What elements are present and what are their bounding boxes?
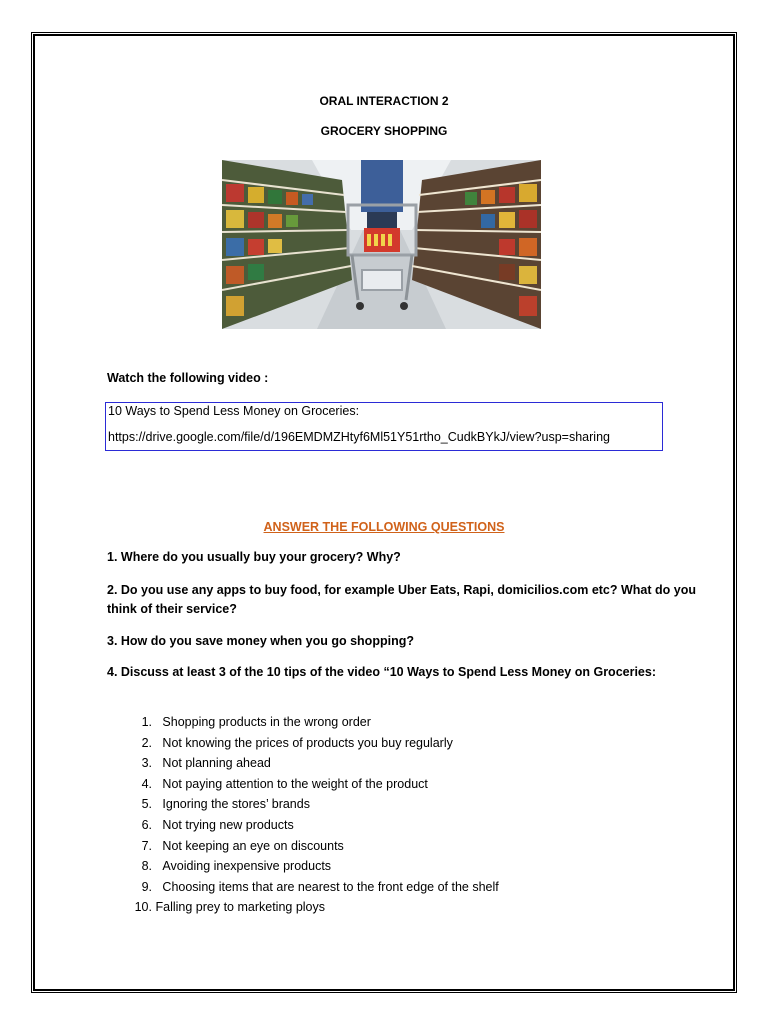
list-item: 10. Falling prey to marketing ploys: [134, 900, 326, 915]
tips-list: [130, 712, 499, 918]
list-item: 5. Ignoring the stores’ brands: [141, 797, 310, 812]
video-link-box[interactable]: [105, 402, 663, 451]
video-url-link[interactable]: https://drive.google.com/file/d/196EMDMZHtyf6Ml51Y51rtho_CudkBYkJ/view?usp=sharing: [108, 430, 610, 444]
question-4: 4. Discuss at least 3 of the 10 tips of the video “10 Ways to Spend Less Money on Groceries:: [107, 665, 656, 679]
question-1: 1. Where do you usually buy your grocery? Why?: [107, 550, 401, 564]
list-item: 8. Avoiding inexpensive products: [141, 859, 332, 874]
document-title: ORAL INTERACTION 2: [319, 94, 449, 108]
question-2: 2. Do you use any apps to buy food, for example Uber Eats, Rapi, domicilios.com etc? What do you think of their service?: [107, 583, 696, 616]
list-item: 1. Shopping products in the wrong order: [141, 715, 371, 729]
watch-video-label: Watch the following video :: [107, 371, 269, 385]
list-item: 6. Not trying new products: [141, 817, 294, 832]
list-item: 2. Not knowing the prices of products you buy regularly: [141, 735, 453, 750]
video-title: 10 Ways to Spend Less Money on Groceries:: [108, 404, 360, 418]
answer-questions-heading: ANSWER THE FOLLOWING QUESTIONS: [263, 520, 505, 534]
list-item: 7. Not keeping an eye on discounts: [141, 838, 344, 853]
question-3: 3. How do you save money when you go shopping?: [107, 634, 414, 648]
grocery-aisle-photo: [222, 160, 541, 329]
list-item: 4. Not paying attention to the weight of the product: [141, 776, 428, 791]
list-item: 9. Choosing items that are nearest to the front edge of the shelf: [141, 879, 499, 894]
document-subtitle: GROCERY SHOPPING: [320, 124, 448, 138]
list-item: 3. Not planning ahead: [141, 756, 271, 771]
